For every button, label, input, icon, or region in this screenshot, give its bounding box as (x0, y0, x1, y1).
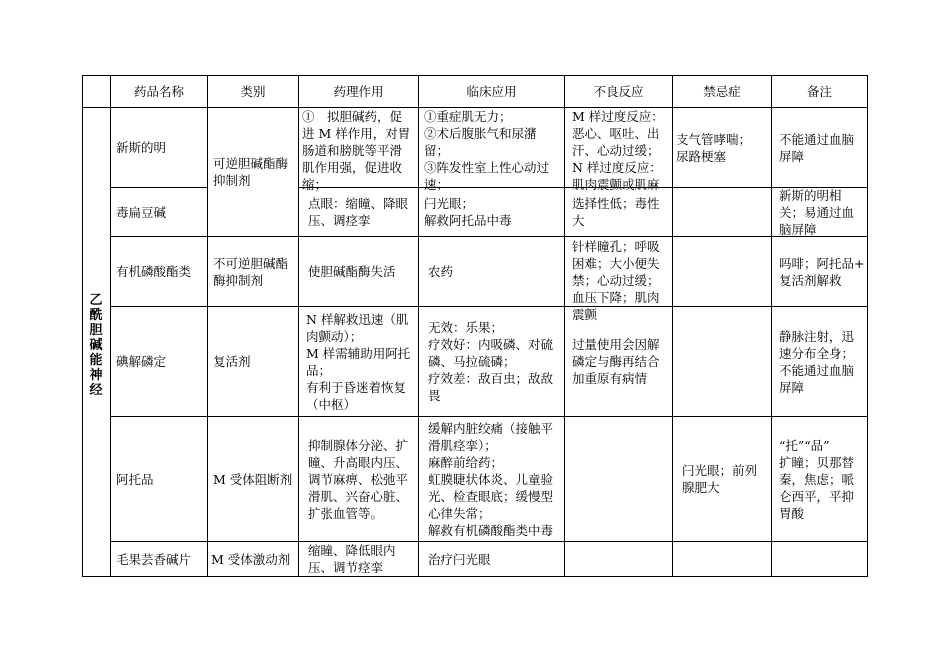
drug-adverse: 过量使用会因解 磷定与酶再结合 加重原有病情 (572, 337, 660, 386)
header-contraindications: 禁忌症 (703, 84, 741, 99)
header-pharmacology: 药理作用 (333, 84, 384, 99)
drug-contraindications: 闩光眼；前列 腺肥大 (682, 463, 758, 495)
drug-pharmacology: 缩瞳、降低眼内 压、调节痉挛 (308, 543, 396, 575)
header-clinical-use: 临床应用 (466, 84, 517, 99)
drug-table (82, 75, 868, 577)
drug-name: 毒扁豆碱 (116, 204, 167, 220)
drug-notes: 静脉注射，迅 速分布全身； 不能通过血脑 屏障 (779, 328, 855, 395)
drug-name: 新斯的明 (116, 140, 167, 155)
drug-clinical-use: ①重症肌无力； ②术后腹胀气和尿潴 留； ③阵发性室上性心动过 速； (424, 109, 550, 192)
header-adverse-reactions: 不良反应 (593, 84, 644, 99)
drug-notes: 不能通过血脑 屏障 (779, 131, 855, 164)
drug-clinical-use: 农药 (428, 264, 454, 279)
drug-category: 复活剂 (213, 354, 251, 369)
drug-pharmacology: 抑制腺体分泌、扩 瞳、升高眼内压、 调节麻痹、松弛平 滑肌、兴奋心脏、 扩张血管等。 (308, 437, 409, 521)
drug-category: 不可逆胆碱酯 酶抑制剂 (213, 255, 289, 288)
drug-clinical-use: 闩光眼； 解救阿托品中毒 (424, 196, 512, 228)
header-notes: 备注 (806, 84, 832, 99)
drug-adverse: M 样过度反应： 恶心、呕吐、出 汗、心动过缓； N 样过度反应： 肌肉震颤或肌麻 (572, 109, 664, 192)
drug-pharmacology: N 样解救迅速（肌 肉颤动）； M 样需辅助用阿托 品； 有利于昏迷着恢复 （中枢） (306, 311, 411, 412)
drug-pharmacology: 点眼：缩瞳、降眼 压、调痉挛 (308, 196, 409, 228)
drug-name: 有机磷酸酯类 (116, 264, 192, 279)
drug-name: 碘解磷定 (116, 354, 167, 369)
drug-notes: “托”“品” 扩瞳；贝那替 秦，焦虑；哌 仑西平，平抑 胃酸 (779, 437, 855, 521)
header-category: 类别 (240, 84, 266, 99)
drug-category: M 受体激动剂 (211, 551, 291, 567)
drug-notes: 新斯的明相 关；易通过血 脑屏障 (779, 187, 855, 237)
drug-adverse: 针样瞳孔；呼吸 困难；大小便失 禁；心动过缓； 血压下降；肌肉 震颤 (572, 239, 660, 322)
drug-contraindications: 支气管哮喘； 尿路梗塞 (676, 131, 752, 164)
drug-clinical-use: 治疗闩光眼 (428, 551, 491, 567)
drug-name: 毛果芸香碱片 (116, 551, 192, 567)
drug-notes: 吗啡；阿托品+ 复活剂解救 (779, 255, 865, 288)
drug-pharmacology: ① 拟胆碱药，促 进 M 样作用，对胃 肠道和膀胱等平滑 肌作用强，促进收 缩； (302, 109, 411, 192)
section-label: 乙 酰 胆 碱 能 神 经 (89, 293, 103, 398)
drug-category: M 受体阻断剂 (213, 471, 293, 487)
drug-category: 可逆胆碱酯酶 抑制剂 (213, 156, 289, 188)
drug-adverse: 选择性低；毒性 大 (572, 196, 660, 228)
drug-clinical-use: 缓解内脏绞痛（接触平 滑肌痉挛）； 麻醉前给药； 虹膜睫状体炎、儿童验 光、检查眼底；缓慢型 心律失常； 解救有机磷酸酯类中毒 (428, 420, 554, 538)
drug-clinical-use: 无效：乐果； 疗效好：内吸磷、对硫 磷、马拉硫磷； 疗效差：敌百虫；敌敌 畏 (428, 320, 554, 403)
drug-name: 阿托品 (116, 471, 154, 487)
header-drug-name: 药品名称 (133, 84, 184, 99)
drug-pharmacology: 使胆碱酯酶失活 (308, 264, 396, 279)
